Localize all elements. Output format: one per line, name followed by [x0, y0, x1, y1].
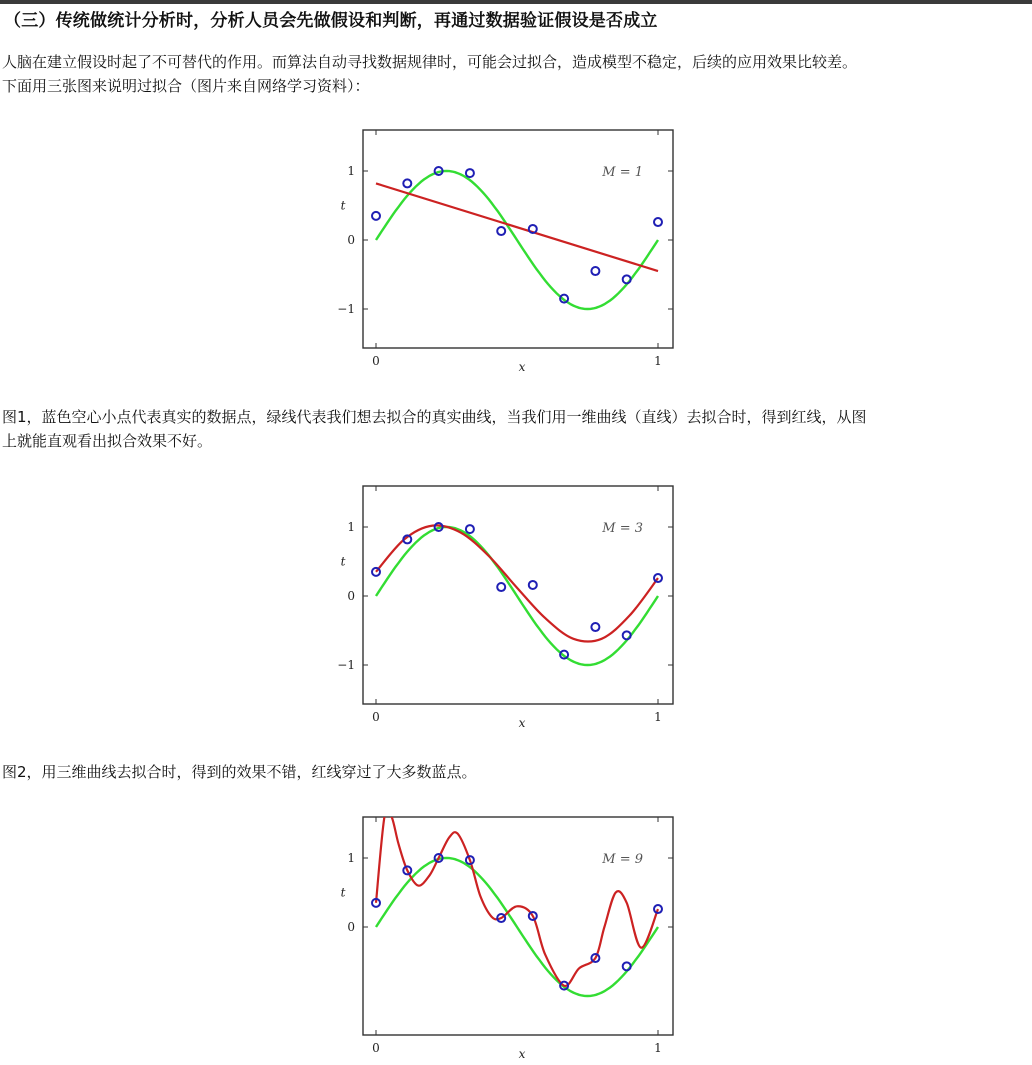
chart-m1: [332, 128, 677, 378]
x-tick-label: 0: [372, 1041, 380, 1055]
intro-line-2: 下面用三张图来说明过拟合（图片来自网络学习资料）：: [2, 77, 370, 95]
plot-frame: [363, 486, 673, 704]
y-tick-label: −1: [337, 658, 355, 672]
x-tick-label: 1: [654, 710, 662, 724]
plot-area: [372, 167, 662, 309]
data-point: [654, 574, 662, 582]
x-tick-label: 1: [654, 354, 662, 368]
fit-curve: [376, 525, 658, 641]
y-tick-label: −1: [337, 302, 355, 316]
fit-curve: [376, 809, 658, 986]
figure-3: [332, 815, 677, 1065]
data-point: [591, 623, 599, 631]
model-order-label: M = 1: [602, 165, 643, 180]
data-point: [403, 179, 411, 187]
plot-area: [372, 809, 662, 996]
y-tick-label: 0: [347, 920, 355, 934]
y-tick-label: 1: [347, 520, 355, 534]
true-curve: [376, 171, 658, 309]
data-point: [372, 212, 380, 220]
data-point: [466, 169, 474, 177]
intro-line-1: 人脑在建立假设时起了不可替代的作用。而算法自动寻找数据规律时，可能会过拟合，造成模型不稳定，后续的应用效果比较差。: [2, 53, 858, 71]
chart-m9: [332, 815, 677, 1065]
section-heading: （三）传统做统计分析时，分析人员会先做假设和判断，再通过数据验证假设是否成立: [4, 11, 658, 31]
y-tick-label: 1: [347, 164, 355, 178]
x-axis-label: x: [518, 360, 526, 374]
data-point: [497, 227, 505, 235]
figure-1: [332, 128, 677, 378]
x-tick-label: 0: [372, 710, 380, 724]
true-curve: [376, 527, 658, 665]
x-tick-label: 1: [654, 1041, 662, 1055]
top-border: [0, 0, 1032, 4]
data-point: [591, 267, 599, 275]
y-axis-label: t: [340, 198, 346, 213]
plot-frame: [363, 130, 673, 348]
y-axis-label: t: [340, 885, 346, 900]
data-point: [654, 218, 662, 226]
plot-frame: [363, 817, 673, 1035]
fit-curve: [376, 183, 658, 271]
plot-area: [372, 523, 662, 665]
caption-2: 图2，用三维曲线去拟合时，得到的效果不错，红线穿过了大多数蓝点。: [2, 763, 477, 781]
model-order-label: M = 3: [602, 521, 643, 536]
y-tick-label: 0: [347, 589, 355, 603]
x-axis-label: x: [518, 716, 526, 730]
y-tick-label: 1: [347, 851, 355, 865]
caption-1-line-1: 图1，蓝色空心小点代表真实的数据点，绿线代表我们想去拟合的真实曲线，当我们用一维曲线（直线）去拟合时，得到红线，从图: [2, 408, 867, 426]
true-curve: [376, 858, 658, 996]
data-point: [372, 568, 380, 576]
data-point: [466, 525, 474, 533]
x-tick-label: 0: [372, 354, 380, 368]
caption-1-line-2: 上就能直观看出拟合效果不好。: [2, 432, 213, 450]
model-order-label: M = 9: [602, 852, 643, 867]
y-axis-label: t: [340, 554, 346, 569]
figure-2: [332, 484, 677, 734]
y-tick-label: 0: [347, 233, 355, 247]
data-point: [497, 583, 505, 591]
chart-m3: [332, 484, 677, 734]
data-point: [529, 581, 537, 589]
x-axis-label: x: [518, 1047, 526, 1061]
